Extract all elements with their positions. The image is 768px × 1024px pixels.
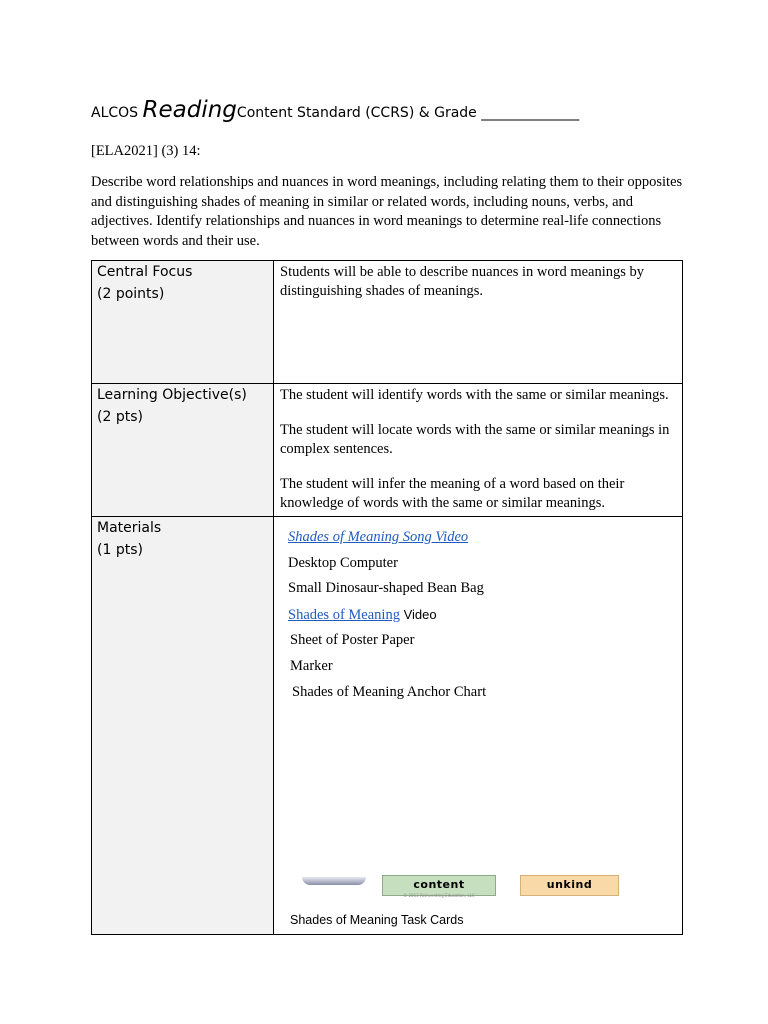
objective-1: The student will identify words with the same or similar meanings. bbox=[280, 387, 669, 403]
lesson-plan-table bbox=[91, 260, 683, 935]
learning-objectives-label: Learning Objective(s) bbox=[97, 387, 247, 403]
material-item bbox=[288, 602, 676, 629]
title-emphasis: Reading bbox=[142, 97, 237, 123]
video-link[interactable]: Shades of Meaning bbox=[288, 606, 400, 623]
material-item: Small Dinosaur-shaped Bean Bag bbox=[288, 580, 484, 597]
title-suffix: Content Standard (CCRS) & Grade bbox=[236, 105, 477, 121]
cropped-card-shape bbox=[302, 877, 366, 885]
central-focus-row bbox=[92, 261, 683, 384]
task-cards-caption: Shades of Meaning Task Cards bbox=[290, 913, 464, 928]
material-item: Marker bbox=[290, 657, 333, 674]
task-cards-image bbox=[280, 873, 676, 897]
material-item: Shades of Meaning Anchor Chart bbox=[292, 683, 487, 700]
task-card-unkind bbox=[520, 875, 619, 896]
song-video-link[interactable]: Shades of Meaning Song Video bbox=[288, 529, 469, 545]
title-prefix: ALCOS bbox=[91, 105, 139, 121]
materials-label-cell bbox=[92, 517, 274, 935]
objective-3: The student will infer the meaning of a word based on their knowledge of words with the same or similar meanings. bbox=[280, 476, 625, 511]
materials-content bbox=[274, 517, 683, 935]
task-card-content-word: content bbox=[413, 878, 465, 892]
materials-label: Materials bbox=[97, 520, 162, 536]
material-item: Sheet of Poster Paper bbox=[290, 632, 415, 649]
learning-objectives-row bbox=[92, 384, 683, 517]
materials-list bbox=[280, 525, 676, 705]
central-focus-label-cell bbox=[92, 261, 274, 384]
materials-row bbox=[92, 517, 683, 935]
standard-code: [ELA2021] (3) 14: bbox=[91, 143, 201, 159]
task-card-fine-print: © 2013 Reinventing Education, LLC bbox=[403, 893, 475, 899]
task-card-content bbox=[382, 875, 496, 899]
standard-description: Describe word relationships and nuances in word meanings, including relating them to their opposites and distinguishing shades of meaning in similar or related words, including nouns, verbs, and adjectives. Identify relationships and nuances in word meanings to determine real-life connections between words and their use. bbox=[91, 174, 683, 249]
learning-objectives-content bbox=[274, 384, 683, 517]
central-focus-content bbox=[274, 261, 683, 384]
grade-blank: ______________ bbox=[481, 105, 580, 121]
material-item bbox=[288, 525, 676, 551]
page-title bbox=[91, 97, 579, 123]
task-card-unkind-word: unkind bbox=[546, 878, 593, 892]
central-focus-points: (2 points) bbox=[97, 286, 165, 302]
video-suffix: Video bbox=[403, 606, 437, 622]
central-focus-label: Central Focus bbox=[97, 264, 193, 280]
learning-objectives-points: (2 pts) bbox=[97, 409, 143, 425]
central-focus-text: Students will be able to describe nuances in word meanings by distinguishing shades of meanings. bbox=[280, 264, 645, 299]
materials-points: (1 pts) bbox=[97, 542, 143, 558]
learning-objectives-label-cell bbox=[92, 384, 274, 517]
material-item: Desktop Computer bbox=[288, 554, 398, 571]
objective-2: The student will locate words with the same or similar meanings in complex sentences. bbox=[280, 422, 670, 457]
